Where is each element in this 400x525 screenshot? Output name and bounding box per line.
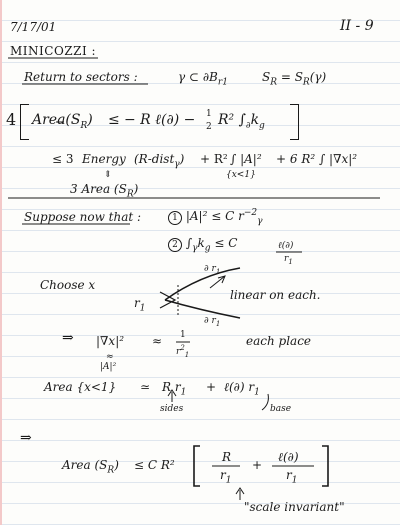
each-place-label: each place bbox=[246, 334, 312, 348]
sides-label: sides bbox=[160, 404, 184, 414]
scale-invariant-note: "scale invariant" bbox=[244, 500, 345, 514]
final-frac2-numerator: ℓ(∂) bbox=[278, 450, 299, 464]
final-plus: + bbox=[252, 458, 263, 472]
condition-2: 2 $\int_\gamma k_g \le C$ bbox=[168, 236, 237, 253]
energy-equiv-mark: ⇕ bbox=[104, 170, 112, 180]
r1-label: $r_1$ bbox=[134, 296, 146, 314]
energy-args: (R-dist$_\gamma$) bbox=[134, 152, 185, 170]
main-rhs: − R ℓ(∂) − bbox=[124, 112, 196, 128]
final-lhs: Area $(S_R)$ bbox=[62, 458, 119, 476]
condition-1: 1 |A|² ≤ C $r^{-2}_\gamma$ bbox=[168, 208, 262, 226]
main-bracket-left bbox=[20, 104, 29, 140]
base-arrow bbox=[262, 394, 268, 410]
return-label: Return to sectors : bbox=[24, 70, 138, 84]
plus-6r2: + 6 R² ∫ |∇x|² bbox=[276, 152, 358, 166]
sector-bottom-arc bbox=[165, 300, 240, 318]
gradient-implies: ⇒ bbox=[62, 330, 74, 346]
bottom-boundary-label: ∂ $r_1$ bbox=[204, 316, 221, 328]
suppose-label: Suppose now that : bbox=[24, 210, 142, 224]
final-frac2-denominator: $r_1$ bbox=[286, 468, 298, 486]
plus-r2: + R² bbox=[200, 152, 228, 166]
cond2-denominator: $r_1$ bbox=[284, 254, 293, 266]
area-plus: + bbox=[206, 380, 217, 394]
linear-label: linear on each. bbox=[230, 288, 321, 302]
gradient-approx: ≈ bbox=[152, 334, 163, 348]
integral-a-domain: {x<1} bbox=[226, 170, 256, 180]
sr-definition: $S_R = S_R(\gamma)$ bbox=[262, 70, 327, 88]
area-approx: ≃ bbox=[140, 380, 151, 394]
base-label: base bbox=[270, 404, 292, 414]
gradient-below-value: |A|² bbox=[100, 362, 117, 372]
page-date: 7/17/01 bbox=[10, 20, 57, 34]
area-term1: R $r_1$ bbox=[162, 380, 187, 398]
gradient-below-mark: ≈ bbox=[106, 352, 114, 362]
half-numerator: 1 bbox=[206, 109, 212, 119]
main-rhs-tail: R² $\int_\partial k_g$ bbox=[218, 112, 265, 131]
sector-definition: γ ⊂ $\partial B_{r1}$ bbox=[178, 70, 228, 88]
energy-label: Energy bbox=[82, 152, 126, 166]
main-lhs: $Area(S_R)$ bbox=[32, 112, 93, 131]
page-number: II - 9 bbox=[340, 18, 374, 34]
final-bracket-right bbox=[322, 446, 328, 486]
energy-value: 3 Area $(S_R)$ bbox=[70, 182, 139, 200]
top-boundary-label: ∂ $r_1$ bbox=[204, 264, 221, 276]
choose-label: Choose x bbox=[40, 278, 96, 292]
final-frac1-denominator: $r_1$ bbox=[220, 468, 232, 486]
half-denominator: 2 bbox=[206, 122, 212, 132]
integral-a: ∫ |A|² bbox=[230, 152, 262, 166]
sector-top-arc bbox=[165, 268, 240, 300]
main-leq: ≤ bbox=[108, 112, 120, 128]
area-label: Area {x<1} bbox=[44, 380, 117, 394]
gradient-numerator: 1 bbox=[180, 330, 186, 340]
main-coefficient: 4 bbox=[6, 110, 17, 129]
area-term2: ℓ(∂) $r_1$ bbox=[224, 380, 260, 398]
gradient-lhs: |∇x|² bbox=[96, 334, 125, 348]
final-leq: ≤ C R² bbox=[134, 458, 175, 472]
main-bracket-right bbox=[290, 104, 299, 140]
final-frac1-numerator: R bbox=[222, 450, 232, 464]
final-bracket-left bbox=[194, 446, 200, 486]
gradient-denominator: $r^2_1$ bbox=[176, 344, 190, 359]
notes-title: MINICOZZI : bbox=[10, 44, 97, 58]
cond2-numerator: ℓ(∂) bbox=[278, 241, 294, 251]
second-leq: ≤ 3 bbox=[52, 152, 74, 166]
final-implies: ⇒ bbox=[20, 430, 32, 446]
